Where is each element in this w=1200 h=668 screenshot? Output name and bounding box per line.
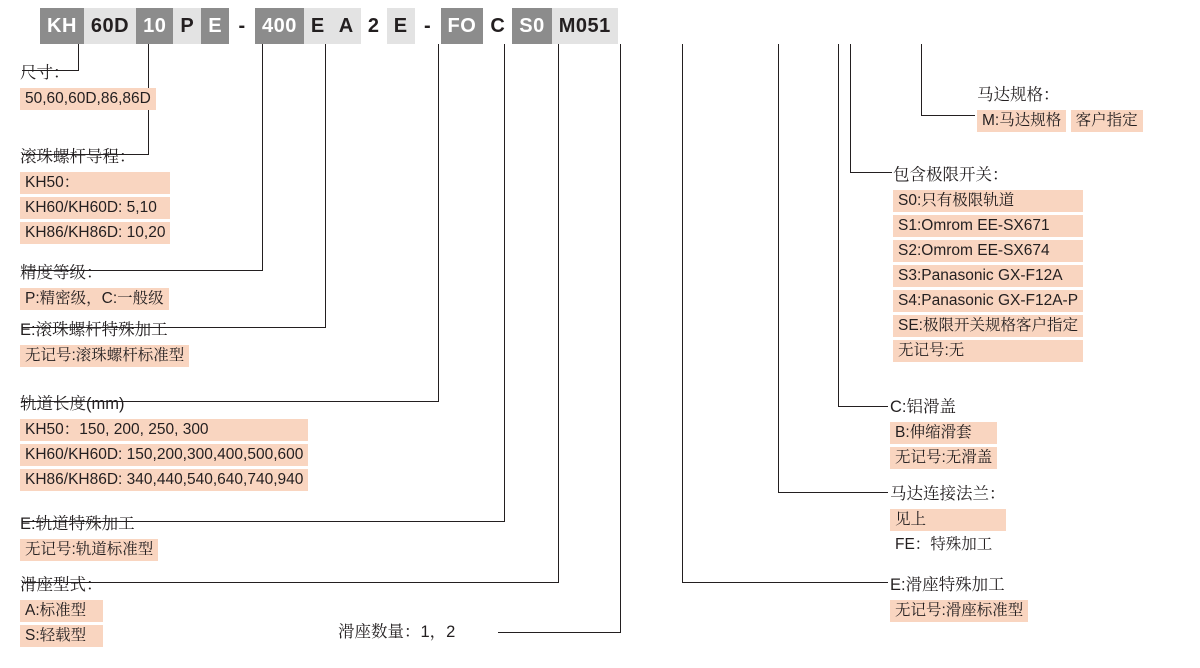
callout-rail-special-title: E:轨道特殊加工 [20, 515, 135, 533]
callout-slider-count-title: 滑座数量：1，2 [338, 623, 456, 641]
code-segment-slider-type: A [332, 8, 361, 44]
leader-line-flange-horizontal [778, 492, 888, 493]
callout-slider-type-line-2: S:轻载型 [20, 625, 103, 647]
code-segment-slider-special: E [387, 8, 415, 44]
callout-accuracy-title: 精度等级： [20, 264, 103, 282]
code-segment-flange: FO [441, 8, 484, 44]
leader-line-slider-type-vertical [558, 44, 559, 582]
callout-cover [890, 396, 997, 469]
callout-limit-switch-line-3: S2:Omrom EE-SX674 [893, 240, 1083, 262]
code-segment-kh: KH [40, 8, 84, 44]
code-segment-accuracy: P [173, 8, 201, 44]
callout-lead [20, 146, 170, 244]
callout-slider-special-title: E:滑座特殊加工 [890, 576, 1005, 594]
callout-slider-special-line-1: 无记号:滑座标准型 [890, 600, 1028, 622]
callout-cover-line-1: B:伸缩滑套 [890, 422, 997, 444]
callout-accuracy-line-1: P:精密级，C:一般级 [20, 288, 169, 310]
callout-slider-count [338, 621, 455, 643]
callout-screw-special [20, 319, 189, 367]
leader-line-accuracy-vertical [262, 44, 263, 270]
callout-flange-line-2: FE：特殊加工 [895, 536, 993, 553]
callout-limit-switch-line-5: S4:Panasonic GX-F12A-P [893, 290, 1083, 312]
part-number-code-bar [40, 8, 618, 44]
leader-line-slider-count-horizontal [498, 632, 621, 633]
callout-size-line-1: 50,60,60D,86,86D [20, 88, 156, 110]
callout-cover-line-2: 无记号:无滑盖 [890, 447, 997, 469]
code-segment-lead: 10 [136, 8, 173, 44]
callout-lead-line-2: KH60/KH60D: 5,10 [20, 197, 170, 219]
callout-cover-title: C:铝滑盖 [890, 398, 956, 416]
callout-lead-title: 滚珠螺杆导程： [20, 148, 136, 166]
callout-lead-line-3: KH86/KH86D: 10,20 [20, 222, 170, 244]
code-segment-motor: M051 [552, 8, 618, 44]
code-segment-cover: C [483, 8, 512, 44]
callout-lead-line-1: KH50： [20, 172, 170, 194]
callout-accuracy [20, 262, 169, 310]
callout-limit-switch-title: 包含极限开关： [893, 166, 1009, 184]
code-segment-rail-length: 400 [255, 8, 304, 44]
callout-motor-spec-line-1: M:马达规格 [977, 110, 1066, 132]
callout-rail-length-title: 轨道长度(mm) [20, 395, 125, 413]
leader-line-flange-vertical [778, 44, 779, 492]
code-segment-limit-switch: S0 [512, 8, 551, 44]
callout-slider-type-title: 滑座型式： [20, 576, 103, 594]
callout-flange-line-1: 见上 [890, 509, 1006, 531]
callout-size-title: 尺寸： [20, 64, 70, 82]
leader-line-motor-vertical [921, 44, 922, 115]
code-segment-rail-special: E [304, 8, 332, 44]
callout-limit-switch-line-2: S1:Omrom EE-SX671 [893, 215, 1083, 237]
code-segment-slider-count: 2 [361, 8, 387, 44]
callout-rail-length [20, 393, 308, 491]
callout-flange [890, 483, 1006, 556]
callout-limit-switch-line-4: S3:Panasonic GX-F12A [893, 265, 1083, 287]
leader-line-slider-special-vertical [682, 44, 683, 582]
leader-line-cover-vertical [838, 44, 839, 406]
leader-line-limit-switch-vertical [850, 44, 851, 172]
callout-rail-length-line-1: KH50：150, 200, 250, 300 [20, 419, 308, 441]
leader-line-motor-horizontal [921, 115, 975, 116]
callout-motor-spec [977, 84, 1143, 132]
callout-rail-special [20, 513, 158, 561]
code-segment-size: 60D [84, 8, 136, 44]
callout-size [20, 62, 156, 110]
code-segment-dash-1: - [229, 8, 255, 44]
callout-slider-type [20, 574, 103, 647]
leader-line-cover-horizontal [838, 406, 888, 407]
callout-flange-title: 马达连接法兰： [890, 485, 1006, 503]
callout-rail-special-line-1: 无记号:轨道标准型 [20, 539, 158, 561]
callout-slider-type-line-1: A:标准型 [20, 600, 103, 622]
code-segment-dash-2: - [415, 8, 441, 44]
callout-motor-spec-title: 马达规格： [977, 86, 1060, 104]
leader-line-rail-special-vertical [504, 44, 505, 521]
callout-screw-special-title: E:滚珠螺杆特殊加工 [20, 321, 168, 339]
leader-line-limit-switch-horizontal [850, 172, 892, 173]
callout-screw-special-line-1: 无记号:滚珠螺杆标准型 [20, 345, 189, 367]
leader-line-rail-length-vertical [438, 44, 439, 401]
callout-rail-length-line-2: KH60/KH60D: 150,200,300,400,500,600 [20, 444, 308, 466]
callout-limit-switch [893, 164, 1083, 362]
callout-motor-spec-line-2: 客户指定 [1071, 110, 1143, 132]
callout-limit-switch-line-6: SE:极限开关规格客户指定 [893, 315, 1083, 337]
callout-rail-length-line-3: KH86/KH86D: 340,440,540,640,740,940 [20, 469, 308, 491]
leader-line-screw-special-vertical [325, 44, 326, 327]
code-segment-screw-special: E [201, 8, 229, 44]
callout-limit-switch-line-1: S0:只有极限轨道 [893, 190, 1083, 212]
leader-line-slider-special-horizontal [682, 582, 888, 583]
callout-slider-special [890, 574, 1028, 622]
callout-limit-switch-line-7: 无记号:无 [893, 340, 1083, 362]
leader-line-slider-count-vertical [620, 44, 621, 632]
